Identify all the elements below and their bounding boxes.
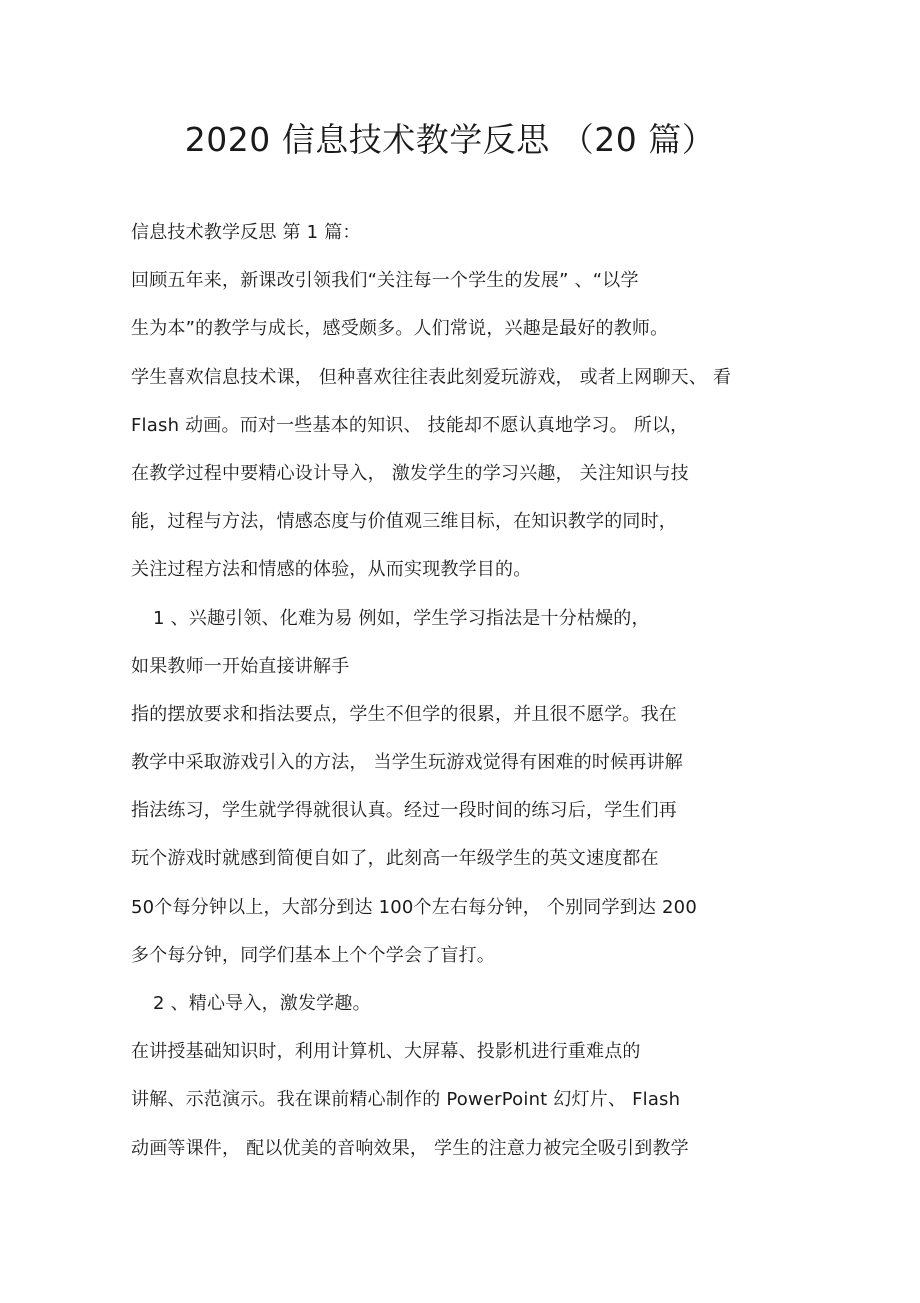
text-line: 指法练习，学生就学得就很认真。经过一段时间的练习后，学生们再 bbox=[131, 800, 677, 822]
text-line: 生为本”的教学与成长，感受颇多。人们常说，兴趣是最好的教师。 bbox=[131, 318, 669, 340]
text-line: Flash 动画。而对一些基本的知识、 技能却不愿认真地学习。 所以， bbox=[131, 414, 689, 436]
text-line: 玩个游戏时就感到简便自如了，此刻高一年级学生的英文速度都在 bbox=[131, 848, 659, 870]
document-body bbox=[131, 217, 791, 1181]
text-line: 讲解、示范演示。我在课前精心制作的 PowerPoint 幻灯片、 Flash bbox=[131, 1089, 681, 1111]
text-line: 如果教师一开始直接讲解手 bbox=[131, 655, 350, 677]
text-line: 教学中采取游戏引入的方法， 当学生玩游戏觉得有困难的时候再讲解 bbox=[131, 752, 683, 774]
text-line: 50个每分钟以上，大部分到达 100个左右每分钟， 个别同学到达 200 bbox=[131, 896, 697, 918]
text-line: 信息技术教学反思 第 1 篇： bbox=[131, 222, 361, 243]
text-line: 指的摆放要求和指法要点，学生不但学的很累，并且很不愿学。我在 bbox=[131, 703, 677, 725]
text-line: 学生喜欢信息技术课， 但种喜欢往往表此刻爱玩游戏， 或者上网聊天、 看 bbox=[131, 366, 732, 388]
text-line: 关注过程方法和情感的体验，从而实现教学目的。 bbox=[131, 559, 532, 581]
text-line: 在教学过程中要精心设计导入， 激发学生的学习兴趣， 关注知识与技 bbox=[131, 462, 689, 484]
document-title: 2020 信息技术教学反思 （20 篇） bbox=[184, 120, 716, 159]
text-line: 回顾五年来，新课改引领我们“关注每一个学生的发展” 、“以学 bbox=[131, 270, 639, 292]
text-line: 1 、兴趣引领、化难为易 例如，学生学习指法是十分枯燥的， bbox=[153, 607, 650, 629]
text-line: 多个每分钟，同学们基本上个个学会了盲打。 bbox=[131, 944, 495, 966]
text-line: 2 、精心导入，激发学趣。 bbox=[153, 993, 371, 1014]
text-line: 动画等课件， 配以优美的音响效果， 学生的注意力被完全吸引到教学 bbox=[131, 1137, 689, 1159]
text-line: 能，过程与方法，情感态度与价值观三维目标，在知识教学的同时， bbox=[131, 511, 677, 533]
text-line: 在讲授基础知识时，利用计算机、大屏幕、投影机进行重难点的 bbox=[131, 1041, 641, 1063]
